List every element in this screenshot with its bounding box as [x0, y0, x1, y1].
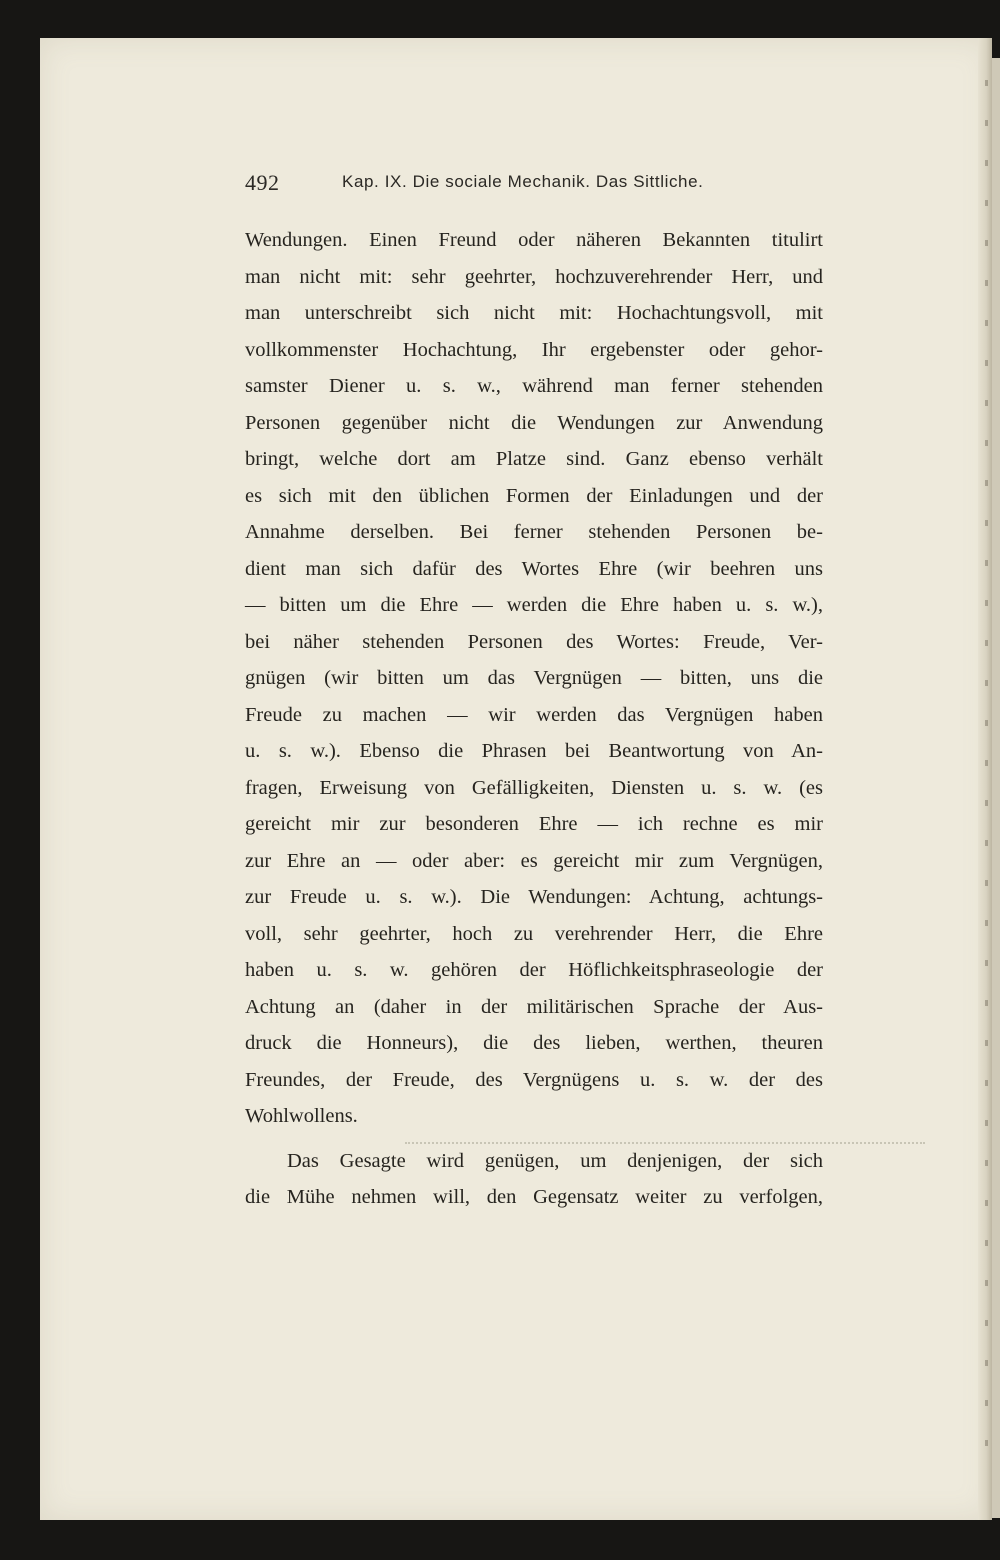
- text-line: Wohlwollens.: [245, 1105, 358, 1127]
- text-line: — bitten um die Ehre — werden die Ehre haben u. s. w.),: [245, 594, 823, 616]
- text-line: voll, sehr geehrter, hoch zu verehrender Herr, die Ehre: [245, 922, 823, 945]
- dotted-leader: [405, 1142, 925, 1146]
- text-line: Freundes, der Freude, des Vergnügens u. s. w. der des: [245, 1068, 823, 1091]
- paragraph-2: [245, 1143, 823, 1216]
- page-number: 492: [245, 170, 280, 195]
- text-line: bei näher stehenden Personen des Wortes: Freude, Ver-: [245, 630, 823, 653]
- adjacent-page-edge: [992, 58, 1000, 1518]
- binding-marks: [985, 80, 988, 1480]
- text-line: Das Gesagte wird genügen, um denjenigen, der sich: [287, 1149, 823, 1172]
- text-line: gnügen (wir bitten um das Vergnügen — bitten, uns die: [245, 667, 823, 689]
- running-head: Kap. IX. Die sociale Mechanik. Das Sittliche.: [342, 172, 704, 191]
- text-line: Wendungen. Einen Freund oder näheren Bekannten titulirt: [245, 229, 823, 251]
- page-header: [245, 170, 825, 206]
- text-line: bringt, welche dort am Platze sind. Ganz ebenso verhält: [245, 448, 823, 470]
- text-line: zur Ehre an — oder aber: es gereicht mir zum Vergnügen,: [245, 849, 823, 872]
- text-line: die Mühe nehmen will, den Gegensatz weiter zu verfolgen,: [245, 1186, 823, 1208]
- text-line: Achtung an (daher in der militärischen Sprache der Aus-: [245, 995, 823, 1018]
- text-line: vollkommenster Hochachtung, Ihr ergebenster oder gehor-: [245, 338, 823, 361]
- text-line: fragen, Erweisung von Gefälligkeiten, Diensten u. s. w. (es: [245, 776, 823, 799]
- text-line: es sich mit den üblichen Formen der Einladungen und der: [245, 484, 823, 507]
- text-line: dient man sich dafür des Wortes Ehre (wir beehren uns: [245, 557, 823, 580]
- text-line: haben u. s. w. gehören der Höflichkeitsphraseologie der: [245, 959, 823, 981]
- text-line: druck die Honneurs), die des lieben, werthen, theuren: [245, 1032, 823, 1054]
- text-line: zur Freude u. s. w.). Die Wendungen: Achtung, achtungs-: [245, 886, 823, 908]
- text-line: gereicht mir zur besonderen Ehre — ich rechne es mir: [245, 813, 823, 835]
- text-line: Personen gegenüber nicht die Wendungen zur Anwendung: [245, 411, 823, 434]
- text-line: Annahme derselben. Bei ferner stehenden Personen be-: [245, 521, 823, 543]
- text-line: u. s. w.). Ebenso die Phrasen bei Beantwortung von An-: [245, 740, 823, 762]
- text-line: man unterschreibt sich nicht mit: Hochachtungsvoll, mit: [245, 302, 823, 324]
- paragraph-1: [245, 222, 823, 1135]
- text-line: man nicht mit: sehr geehrter, hochzuverehrender Herr, und: [245, 265, 823, 288]
- text-line: Freude zu machen — wir werden das Vergnügen haben: [245, 703, 823, 726]
- text-line: samster Diener u. s. w., während man ferner stehenden: [245, 375, 823, 397]
- body-text: [245, 222, 823, 1216]
